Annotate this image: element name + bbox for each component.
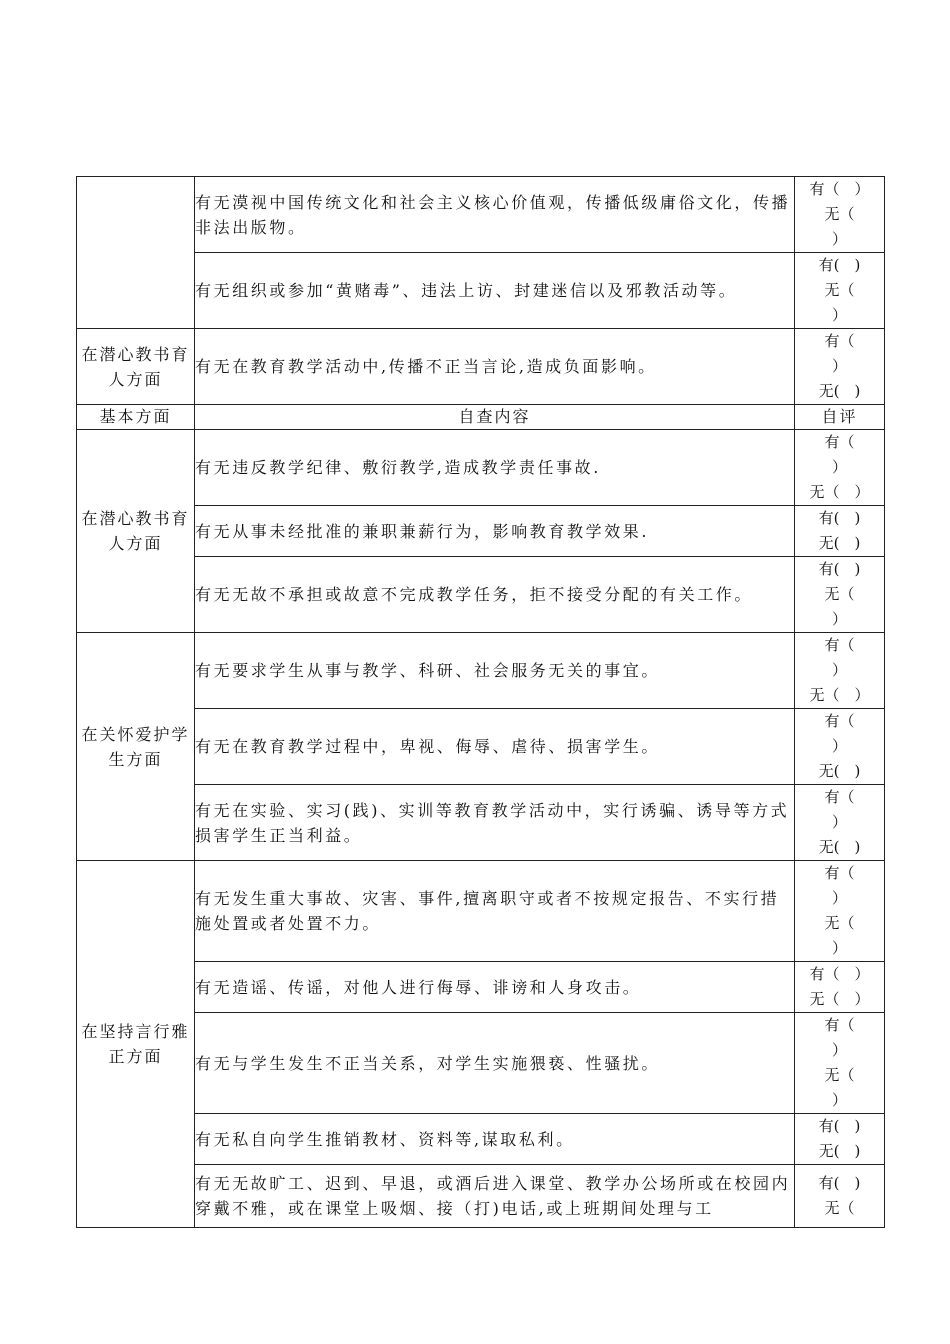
table-row xyxy=(77,633,885,709)
eval-cell[interactable]: 有( ) 无（ ） xyxy=(795,557,885,633)
table-row xyxy=(77,1114,885,1165)
aspect-cell xyxy=(77,177,195,329)
aspect-cell: 在关怀爱护学生方面 xyxy=(77,633,195,861)
content-cell: 有无私自向学生推销教材、资料等,谋取私利。 xyxy=(195,1114,795,1165)
table-row xyxy=(77,861,885,962)
eval-cell[interactable]: 有( ) 无（ xyxy=(795,1165,885,1228)
aspect-cell: 在潜心教书育人方面 xyxy=(77,430,195,633)
content-cell: 有无要求学生从事与教学、科研、社会服务无关的事宜。 xyxy=(195,633,795,709)
content-cell: 有无无故不承担或故意不完成教学任务，拒不接受分配的有关工作。 xyxy=(195,557,795,633)
content-cell: 有无与学生发生不正当关系，对学生实施猥亵、性骚扰。 xyxy=(195,1013,795,1114)
eval-cell[interactable]: 有（ ） 无（ ） xyxy=(795,633,885,709)
content-cell: 有无违反教学纪律、敷衍教学,造成教学责任事故. xyxy=(195,430,795,506)
table-row xyxy=(77,785,885,861)
eval-cell[interactable]: 有（ ） 无( ) xyxy=(795,329,885,405)
header-eval: 自评 xyxy=(795,405,885,430)
table-header-row xyxy=(77,405,885,430)
header-aspect: 基本方面 xyxy=(77,405,195,430)
content-cell: 有无在实验、实习(践)、实训等教育教学活动中，实行诱骗、诱导等方式损害学生正当利益。 xyxy=(195,785,795,861)
table-row xyxy=(77,253,885,329)
content-cell: 有无无故旷工、迟到、早退，或酒后进入课堂、教学办公场所或在校园内穿戴不雅，或在课堂上吸烟、接（打)电话,或上班期间处理与工 xyxy=(195,1165,795,1228)
eval-cell[interactable]: 有( ) 无( ) xyxy=(795,506,885,557)
eval-cell[interactable]: 有( ) 无( ) xyxy=(795,1114,885,1165)
table-row xyxy=(77,709,885,785)
content-cell: 有无造谣、传谣，对他人进行侮辱、诽谤和人身攻击。 xyxy=(195,962,795,1013)
eval-cell[interactable]: 有（ ） 无（ ） xyxy=(795,177,885,253)
table-row xyxy=(77,557,885,633)
table-row xyxy=(77,962,885,1013)
eval-cell[interactable]: 有（ ） 无（ ） xyxy=(795,430,885,506)
eval-cell[interactable]: 有（ ） 无（ ） xyxy=(795,962,885,1013)
table-row xyxy=(77,430,885,506)
table-row xyxy=(77,506,885,557)
table-row xyxy=(77,329,885,405)
aspect-cell: 在坚持言行雅正方面 xyxy=(77,861,195,1228)
table-row xyxy=(77,1013,885,1114)
eval-cell[interactable]: 有（ ） 无（ ） xyxy=(795,1013,885,1114)
eval-cell[interactable]: 有（ ） 无( ) xyxy=(795,709,885,785)
table-row xyxy=(77,177,885,253)
eval-cell[interactable]: 有( ) 无（ ） xyxy=(795,253,885,329)
content-cell: 有无在教育教学过程中，卑视、侮辱、虐待、损害学生。 xyxy=(195,709,795,785)
header-content: 自查内容 xyxy=(195,405,795,430)
content-cell: 有无漠视中国传统文化和社会主义核心价值观，传播低级庸俗文化，传播非法出版物。 xyxy=(195,177,795,253)
eval-cell[interactable]: 有（ ） 无( ) xyxy=(795,785,885,861)
self-check-table xyxy=(76,176,885,1228)
eval-cell[interactable]: 有（ ） 无（ ） xyxy=(795,861,885,962)
content-cell: 有无在教育教学活动中,传播不正当言论,造成负面影响。 xyxy=(195,329,795,405)
content-cell: 有无发生重大事故、灾害、事件,擅离职守或者不按规定报告、不实行措施处置或者处置不力。 xyxy=(195,861,795,962)
content-cell: 有无从事未经批准的兼职兼薪行为，影响教育教学效果. xyxy=(195,506,795,557)
table-row xyxy=(77,1165,885,1228)
aspect-cell: 在潜心教书育人方面 xyxy=(77,329,195,405)
content-cell: 有无组织或参加“黄赌毒”、违法上访、封建迷信以及邪教活动等。 xyxy=(195,253,795,329)
